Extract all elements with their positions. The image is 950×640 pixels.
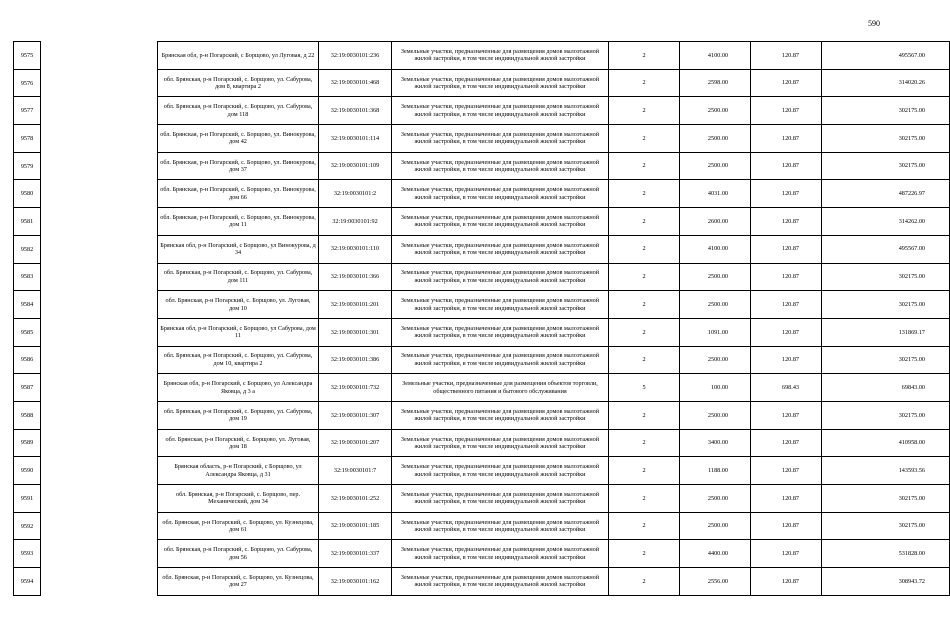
area-cell-text: 2500.00 (707, 273, 728, 281)
permitted-use-cell: Земельные участки, предназначенные для размещения домов малоэтажной жилой застройки, в том числе индивидуальной жилой застройки (392, 485, 609, 513)
address-cell: обл. Брянская, р-н Погарский, с. Борщово, ул. Сабурова, дом 10, квартира 2 (158, 346, 319, 374)
rate-cell-text: 120.87 (781, 550, 799, 557)
rate-cell (751, 318, 822, 346)
category-cell: 2 (609, 540, 680, 568)
table-row (158, 263, 950, 291)
cadastral-number-cell: 32:19:0030101:185 (319, 512, 392, 540)
address-cell: обл. Брянская, р-н Погарский, с. Борщово, ул. Сабурова, дом 118 (158, 97, 319, 125)
address-cell: обл. Брянская, р-н Погарский, с. Борщово, ул. Сабурова, дом 19 (158, 401, 319, 429)
row-number-cell: 9580 (14, 180, 41, 208)
address-cell: обл. Брянская, р-н Погарский, с. Борщово, ул. Луговая, дом 18 (158, 429, 319, 457)
row-number (14, 401, 41, 429)
cadastral-number-cell: 32:19:0030101:366 (319, 263, 392, 291)
permitted-use-cell: Земельные участки, предназначенные для размещения домов малоэтажной жилой застройки, в том числе индивидуальной жилой застройки (392, 401, 609, 429)
area-cell (680, 235, 751, 263)
row-number-cell: 9578 (14, 125, 41, 153)
rate-cell-text: 120.87 (781, 162, 799, 170)
table-row (158, 97, 950, 125)
table-row (158, 401, 950, 429)
address-cell: Брянская область, р-н Погарский, с Борщово, ул Александра Яковца, д 31 (158, 457, 319, 485)
table-row (158, 512, 950, 540)
rate-cell-text: 120.87 (781, 51, 799, 59)
area-cell (680, 180, 751, 208)
table-row (158, 291, 950, 319)
row-number-cell: 9589 (14, 429, 41, 457)
rate-cell (751, 180, 822, 208)
area-cell-text: 4031.00 (707, 190, 728, 198)
cadastral-number-cell: 32:19:0030101:252 (319, 485, 392, 513)
cadastral-value-cell: 308943.72 (822, 568, 950, 596)
area-cell (680, 512, 751, 540)
area-cell (680, 429, 751, 457)
area-cell-text: 2500.00 (707, 411, 728, 419)
row-number-cell: 9594 (14, 568, 41, 596)
row-number-cell: 9592 (14, 512, 41, 540)
category-cell: 2 (609, 97, 680, 125)
rate-cell-text: 120.87 (781, 134, 799, 142)
rate-cell-text: 120.87 (781, 79, 799, 87)
table-row (158, 125, 950, 153)
rate-cell (751, 235, 822, 263)
category-cell: 2 (609, 401, 680, 429)
area-cell-text: 2500.00 (707, 107, 728, 114)
cadastral-number-cell: 32:19:0030101:162 (319, 568, 392, 596)
permitted-use-cell: Земельные участки, предназначенные для размещения домов малоэтажной жилой застройки, в том числе индивидуальной жилой застройки (392, 42, 609, 70)
row-number (14, 568, 41, 596)
cadastral-value-cell: 302175.00 (822, 291, 950, 319)
address-cell: обл. Брянская, р-н Погарский, с. Борщово, ул. Винокурова, дом 42 (158, 125, 319, 153)
cadastral-number-cell: 32:19:0030101:337 (319, 540, 392, 568)
row-number (14, 152, 41, 180)
permitted-use-cell: Земельные участки, предназначенные для размещения домов малоэтажной жилой застройки, в том числе индивидуальной жилой застройки (392, 97, 609, 125)
row-number-cell: 9583 (14, 263, 41, 291)
rate-cell-text: 120.87 (781, 439, 799, 447)
permitted-use-cell: Земельные участки, предназначенные для размещения домов малоэтажной жилой застройки, в том числе индивидуальной жилой застройки (392, 235, 609, 263)
cadastral-number-cell: 32:19:0030101:2 (319, 180, 392, 208)
rate-cell (751, 374, 822, 402)
table-row (158, 180, 950, 208)
cadastral-number-cell: 32:19:0030101:207 (319, 429, 392, 457)
row-number (14, 235, 41, 263)
row-number (14, 263, 41, 291)
row-number (14, 512, 41, 540)
table-row (158, 42, 950, 70)
area-cell (680, 346, 751, 374)
area-cell (680, 263, 751, 291)
rate-cell-text: 120.87 (781, 356, 799, 364)
row-number (14, 457, 41, 485)
area-cell (680, 401, 751, 429)
cadastral-value-cell: 302175.00 (822, 401, 950, 429)
category-cell: 2 (609, 125, 680, 153)
category-cell: 2 (609, 318, 680, 346)
table-row (158, 346, 950, 374)
row-number-cell: 9585 (14, 318, 41, 346)
cadastral-value-cell: 314020.26 (822, 69, 950, 97)
row-number (14, 346, 41, 374)
table-row (158, 152, 950, 180)
permitted-use-cell: Земельные участки, предназначенные для размещения объектов торговли, общественного питания и бытового обслуживания (392, 374, 609, 402)
row-number (14, 374, 41, 402)
area-cell-text: 2598.00 (707, 79, 728, 87)
area-cell-text: 2500.00 (707, 522, 728, 530)
category-cell: 2 (609, 457, 680, 485)
rate-cell (751, 208, 822, 236)
address-cell: Брянская обл, р-н Погарский, с Борщово, ул Александра Яковца, д 3 а (158, 374, 319, 402)
area-cell-text: 4400.00 (707, 550, 728, 557)
permitted-use-cell: Земельные участки, предназначенные для размещения домов малоэтажной жилой застройки, в том числе индивидуальной жилой застройки (392, 429, 609, 457)
address-cell: обл. Брянская, р-н Погарский, с. Борщово, ул. Сабурова, дом 8, квартира 2 (158, 69, 319, 97)
area-cell-text: 2500.00 (707, 494, 728, 502)
area-cell (680, 540, 751, 568)
row-number (14, 485, 41, 513)
permitted-use-cell: Земельные участки, предназначенные для размещения домов малоэтажной жилой застройки, в том числе индивидуальной жилой застройки (392, 540, 609, 568)
row-number-cell: 9587 (14, 374, 41, 402)
row-number-cell: 9576 (14, 69, 41, 97)
table-row (158, 540, 950, 568)
table-row (158, 485, 950, 513)
table-row (158, 208, 950, 236)
area-cell-text: 2500.00 (707, 134, 728, 142)
rate-cell-text: 120.87 (781, 522, 799, 530)
category-cell: 2 (609, 485, 680, 513)
row-number-cell: 9584 (14, 291, 41, 319)
area-cell-text: 2500.00 (707, 162, 728, 170)
rate-cell-text: 120.87 (781, 411, 799, 419)
cadastral-number-cell: 32:19:0030101:307 (319, 401, 392, 429)
table-row (158, 235, 950, 263)
row-number (14, 97, 41, 125)
address-cell: обл. Брянская, р-н Погарский, с. Борщово, ул. Винокурова, дом 11 (158, 208, 319, 236)
address-cell: обл. Брянская, р-н Погарский, с. Борщово, ул. Сабурова, дом 111 (158, 263, 319, 291)
area-cell-text: 2500.00 (707, 356, 728, 364)
area-cell (680, 291, 751, 319)
cadastral-value-cell: 302175.00 (822, 152, 950, 180)
row-number (14, 180, 41, 208)
table-row (158, 429, 950, 457)
area-cell (680, 485, 751, 513)
permitted-use-cell: Земельные участки, предназначенные для размещения домов малоэтажной жилой застройки, в том числе индивидуальной жилой застройки (392, 318, 609, 346)
rate-cell-text: 120.87 (781, 300, 799, 308)
area-cell (680, 42, 751, 70)
cadastral-number-cell: 32:19:0030101:236 (319, 42, 392, 70)
row-number (14, 42, 41, 70)
permitted-use-cell: Земельные участки, предназначенные для размещения домов малоэтажной жилой застройки, в том числе индивидуальной жилой застройки (392, 208, 609, 236)
rate-cell-text: 120.87 (781, 273, 799, 281)
land-parcel-table (157, 41, 950, 596)
rate-cell-text: 120.87 (781, 494, 799, 502)
cadastral-value-cell: 69843.00 (822, 374, 950, 402)
rate-cell (751, 429, 822, 457)
row-number-cell: 9579 (14, 152, 41, 180)
cadastral-value-cell: 302175.00 (822, 512, 950, 540)
rate-cell (751, 125, 822, 153)
category-cell: 5 (609, 374, 680, 402)
category-cell: 2 (609, 69, 680, 97)
rate-cell-text: 120.87 (781, 577, 799, 585)
cadastral-number-cell: 32:19:0030101:468 (319, 69, 392, 97)
rate-cell (751, 291, 822, 319)
area-cell (680, 318, 751, 346)
row-number (14, 291, 41, 319)
rate-cell-text: 698.43 (781, 383, 799, 391)
cadastral-number-cell: 32:19:0030101:114 (319, 125, 392, 153)
address-cell: Брянская обл, р-н Погарский, с Борщово, ул Сабурова, дом 11 (158, 318, 319, 346)
category-cell: 2 (609, 512, 680, 540)
permitted-use-cell: Земельные участки, предназначенные для размещения домов малоэтажной жилой застройки, в том числе индивидуальной жилой застройки (392, 457, 609, 485)
rate-cell (751, 401, 822, 429)
table-row (158, 568, 950, 596)
table-row (158, 69, 950, 97)
address-cell: Брянская обл, р-н Погарский, с Борщово, ул Винокурова, д 34 (158, 235, 319, 263)
cadastral-number-cell: 32:19:0030101:386 (319, 346, 392, 374)
address-cell: обл. Брянская, р-н Погарский, с. Борщово, ул. Винокурова, дом 66 (158, 180, 319, 208)
row-number (14, 208, 41, 236)
cadastral-value-cell: 314262.00 (822, 208, 950, 236)
cadastral-number-cell: 32:19:0030101:368 (319, 97, 392, 125)
row-number-cell: 9582 (14, 235, 41, 263)
address-cell: обл. Брянская, р-н Погарский, с. Борщово, ул. Винокурова, дом 37 (158, 152, 319, 180)
cadastral-value-cell: 302175.00 (822, 125, 950, 153)
category-cell: 2 (609, 429, 680, 457)
permitted-use-cell: Земельные участки, предназначенные для размещения домов малоэтажной жилой застройки, в том числе индивидуальной жилой застройки (392, 568, 609, 596)
category-cell: 2 (609, 180, 680, 208)
row-number-cell: 9586 (14, 346, 41, 374)
cadastral-value-cell: 143593.56 (822, 457, 950, 485)
cadastral-value-cell: 302175.00 (822, 346, 950, 374)
permitted-use-cell: Земельные участки, предназначенные для размещения домов малоэтажной жилой застройки, в том числе индивидуальной жилой застройки (392, 512, 609, 540)
rate-cell-text: 120.87 (781, 245, 799, 253)
cadastral-value-cell: 487226.97 (822, 180, 950, 208)
category-cell: 2 (609, 291, 680, 319)
rate-cell (751, 346, 822, 374)
address-cell: обл. Брянская, р-н Погарский, с. Борщово, ул. Сабурова, дом 56 (158, 540, 319, 568)
permitted-use-cell: Земельные участки, предназначенные для размещения домов малоэтажной жилой застройки, в том числе индивидуальной жилой застройки (392, 125, 609, 153)
area-cell (680, 69, 751, 97)
cadastral-number-cell: 32:19:0030101:110 (319, 235, 392, 263)
permitted-use-cell: Земельные участки, предназначенные для размещения домов малоэтажной жилой застройки, в том числе индивидуальной жилой застройки (392, 346, 609, 374)
area-cell (680, 457, 751, 485)
rate-cell (751, 485, 822, 513)
category-cell: 2 (609, 235, 680, 263)
permitted-use-cell: Земельные участки, предназначенные для размещения домов малоэтажной жилой застройки, в том числе индивидуальной жилой застройки (392, 291, 609, 319)
row-number-cell: 9591 (14, 485, 41, 513)
cadastral-value-cell: 531828.00 (822, 540, 950, 568)
row-number-cell: 9590 (14, 457, 41, 485)
row-number (14, 540, 41, 568)
rate-cell (751, 512, 822, 540)
rate-cell-text: 120.87 (781, 107, 799, 114)
area-cell-text: 100.00 (710, 383, 728, 391)
address-cell: обл. Брянская, р-н Погарский, с. Борщово, ул. Кузнецова, дом 61 (158, 512, 319, 540)
rate-cell (751, 457, 822, 485)
row-number (14, 69, 41, 97)
area-cell (680, 568, 751, 596)
cadastral-value-cell: 410958.00 (822, 429, 950, 457)
address-cell: обл. Брянская, р-н Погарский, с. Борщово, ул. Луговая, дом 10 (158, 291, 319, 319)
table-row (158, 457, 950, 485)
rate-cell-text: 120.87 (781, 190, 799, 198)
category-cell: 2 (609, 263, 680, 291)
row-number (14, 125, 41, 153)
cadastral-value-cell: 131869.17 (822, 318, 950, 346)
row-number-cell: 9577 (14, 97, 41, 125)
area-cell-text: 2500.00 (707, 300, 728, 308)
area-cell-text: 2600.00 (707, 217, 728, 225)
cadastral-value-cell: 495567.00 (822, 235, 950, 263)
row-number-cell: 9581 (14, 208, 41, 236)
page-number: 590 (868, 19, 880, 28)
permitted-use-cell: Земельные участки, предназначенные для размещения домов малоэтажной жилой застройки, в том числе индивидуальной жилой застройки (392, 69, 609, 97)
area-cell-text: 1091.00 (707, 328, 728, 336)
rate-cell (751, 69, 822, 97)
rate-cell (751, 263, 822, 291)
permitted-use-cell: Земельные участки, предназначенные для размещения домов малоэтажной жилой застройки, в том числе индивидуальной жилой застройки (392, 180, 609, 208)
cadastral-number-cell: 32:19:0030101:732 (319, 374, 392, 402)
cadastral-number-cell: 32:19:0030101:201 (319, 291, 392, 319)
cadastral-number-cell: 32:19:0030101:7 (319, 457, 392, 485)
area-cell-text: 4100.00 (707, 245, 728, 253)
area-cell-text: 4100.00 (707, 51, 728, 59)
cadastral-number-cell: 32:19:0030101:92 (319, 208, 392, 236)
address-cell: обл. Брянская, р-н Погарский, с. Борщово, ул. Кузнецова, дом 27 (158, 568, 319, 596)
row-number-cell: 9575 (14, 42, 41, 70)
category-cell: 2 (609, 346, 680, 374)
area-cell (680, 125, 751, 153)
permitted-use-cell: Земельные участки, предназначенные для размещения домов малоэтажной жилой застройки, в том числе индивидуальной жилой застройки (392, 152, 609, 180)
row-number-cell: 9588 (14, 401, 41, 429)
rate-cell (751, 97, 822, 125)
category-cell: 2 (609, 208, 680, 236)
area-cell-text: 2556.00 (707, 577, 728, 585)
cadastral-value-cell: 302175.00 (822, 485, 950, 513)
cadastral-number-cell: 32:19:0030101:301 (319, 318, 392, 346)
cadastral-value-cell: 495567.00 (822, 42, 950, 70)
area-cell (680, 152, 751, 180)
row-number (14, 429, 41, 457)
table-row (158, 318, 950, 346)
row-number-table (13, 41, 41, 596)
rate-cell (751, 568, 822, 596)
cadastral-number-cell: 32:19:0030101:109 (319, 152, 392, 180)
category-cell: 2 (609, 42, 680, 70)
area-cell-text: 3400.00 (707, 439, 728, 447)
cadastral-value-cell: 302175.00 (822, 97, 950, 125)
address-cell: Брянская обл, р-н Погарский, с Борщово, ул Луговая, д 22 (158, 42, 319, 70)
category-cell: 2 (609, 152, 680, 180)
address-cell: обл. Брянская, р-н Погарский, с. Борщово, пер. Механический, дом 34 (158, 485, 319, 513)
area-cell (680, 97, 751, 125)
row-number (14, 318, 41, 346)
rate-cell-text: 120.87 (781, 466, 799, 474)
area-cell-text: 1188.00 (708, 466, 728, 474)
rate-cell (751, 42, 822, 70)
rate-cell-text: 120.87 (781, 328, 799, 336)
rate-cell (751, 540, 822, 568)
table-row (158, 374, 950, 402)
rate-cell-text: 120.87 (781, 217, 799, 225)
rate-cell (751, 152, 822, 180)
area-cell (680, 208, 751, 236)
row-number-cell: 9593 (14, 540, 41, 568)
cadastral-value-cell: 302175.00 (822, 263, 950, 291)
permitted-use-cell: Земельные участки, предназначенные для размещения домов малоэтажной жилой застройки, в том числе индивидуальной жилой застройки (392, 263, 609, 291)
area-cell (680, 374, 751, 402)
category-cell: 2 (609, 568, 680, 596)
